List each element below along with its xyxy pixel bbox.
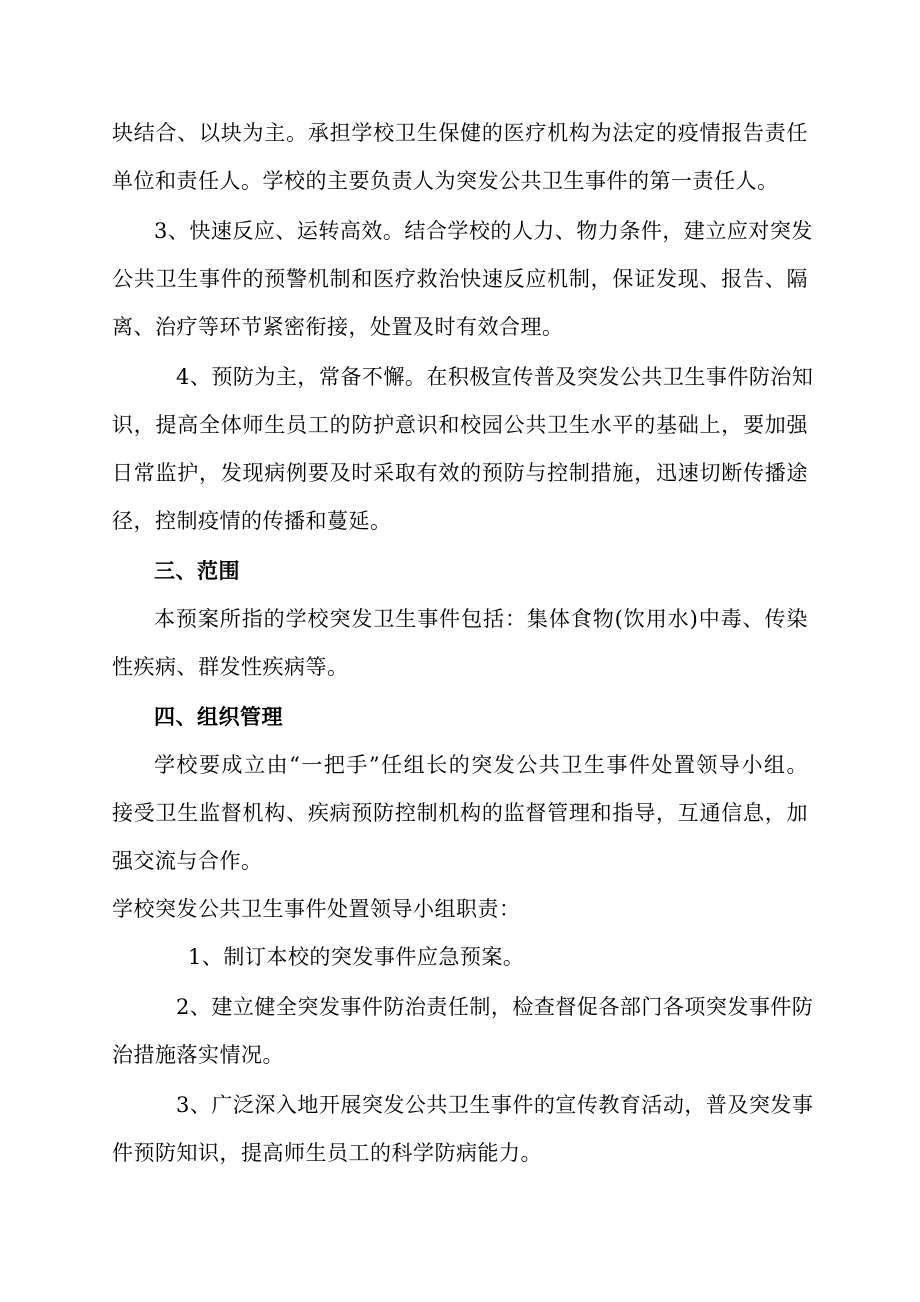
list-item: 1、制订本校的突发事件应急预案。 [188,945,525,969]
paragraph-line: 治措施落实情况。 [112,1043,284,1067]
paragraph-line: 离、治疗等环节紧密衔接，处置及时有效合理。 [112,315,564,339]
paragraph-line: 本预案所指的学校突发卫生事件包括：集体食物(饮用水)中毒、传染 [154,607,808,631]
paragraph-line: 4、预防为主，常备不懈。在积极宣传普及突发公共卫生事件防治知 [176,365,814,389]
paragraph-line: 件预防知识，提高师生员工的科学防病能力。 [112,1141,542,1165]
paragraph-line: 学校要成立由“一把手”任组长的突发公共卫生事件处置领导小组。 [154,753,808,777]
list-item: 3、广泛深入地开展突发公共卫生事件的宣传教育活动，普及突发事 [176,1093,814,1117]
paragraph-line: 3、快速反应、运转高效。结合学校的人力、物力条件，建立应对突发 [154,219,813,243]
paragraph-line: 识，提高全体师生员工的防护意识和校园公共卫生水平的基础上，要加强 [112,413,808,437]
paragraph-line: 性疾病、群发性疾病等。 [112,655,349,679]
list-item: 2、建立健全突发事件防治责任制，检查督促各部门各项突发事件防 [176,995,814,1019]
paragraph-line: 接受卫生监督机构、疾病预防控制机构的监督管理和指导，互通信息，加 [112,801,808,825]
section-heading: 四、组织管理 [154,705,283,729]
paragraph-line: 强交流与合作。 [112,849,263,873]
paragraph-line: 日常监护，发现病例要及时采取有效的预防与控制措施，迅速切断传播途 [112,461,808,485]
paragraph-line: 学校突发公共卫生事件处置领导小组职责： [112,897,521,921]
section-heading: 三、范围 [154,559,240,583]
paragraph-line: 单位和责任人。学校的主要负责人为突发公共卫生事件的第一责任人。 [112,169,779,193]
paragraph-line: 径，控制疫情的传播和蔓延。 [112,509,392,533]
paragraph-line: 块结合、以块为主。承担学校卫生保健的医疗机构为法定的疫情报告责任 [112,121,808,145]
paragraph-line: 公共卫生事件的预警机制和医疗救治快速反应机制，保证发现、报告、隔 [112,267,808,291]
